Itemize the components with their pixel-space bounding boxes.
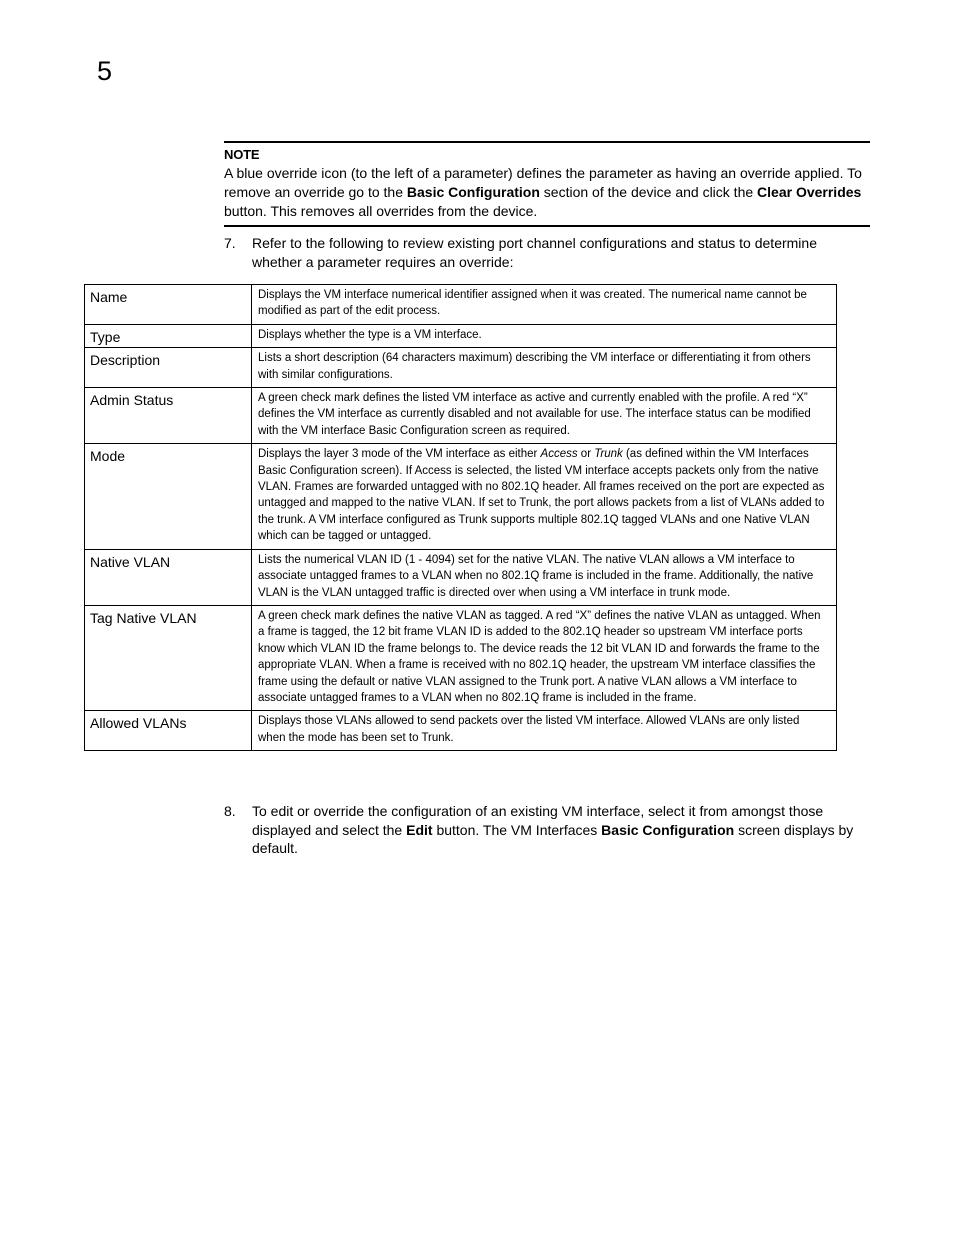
param-name: Admin Status xyxy=(85,388,252,444)
table-row xyxy=(85,549,837,605)
mode-trunk: Trunk xyxy=(594,448,623,461)
param-description: Displays the VM interface numerical identifier assigned when it was created. The numerical name cannot be modified as part of the edit process. xyxy=(252,285,837,325)
note-text-part: section of the device and click the xyxy=(539,184,758,200)
param-name: Description xyxy=(85,348,252,388)
param-description: A green check mark defines the listed VM interface as active and currently enabled with the profile. A red “X” defines the VM interface as currently disabled and not available for use. The interface status can be modified with the VM interface Basic Configuration screen as required. xyxy=(252,388,837,444)
edit-term: Edit xyxy=(406,821,433,838)
param-name: Type xyxy=(85,324,252,347)
param-name: Mode xyxy=(85,444,252,549)
table-row xyxy=(85,711,837,751)
parameter-table xyxy=(84,284,837,751)
step-8 xyxy=(224,802,870,858)
desc-part: or xyxy=(577,448,595,461)
basic-configuration-term: Basic Configuration xyxy=(601,821,735,838)
step-7 xyxy=(224,234,870,271)
chapter-number: 5 xyxy=(97,56,113,86)
param-name: Native VLAN xyxy=(85,549,252,605)
step-text xyxy=(252,802,870,858)
step-text-part: button. The VM Interfaces xyxy=(432,821,602,838)
param-description: A green check mark defines the native VLAN as tagged. A red “X” defines the native VLAN as untagged. When a frame is tagged, the 12 bit frame VLAN ID is added to the 802.1Q header so upstream VM interface ports know which VLAN ID the frame belongs to. The device reads the 12 bit VLAN ID and forwards the frame to the appropriate VLAN. When a frame is received with no 802.1Q header, the upstream VM interface classifies the frame using the default or native VLAN assigned to the Trunk port. A native VLAN allows a VM interface to associate untagged frames to a VLAN when no 802.1Q frame is included in the frame. xyxy=(252,605,837,710)
note-box xyxy=(224,141,870,227)
note-clear-overrides: Clear Overrides xyxy=(757,184,862,200)
table-row xyxy=(85,388,837,444)
param-description: Displays those VLANs allowed to send packets over the listed VM interface. Allowed VLANs are only listed when the mode has been set to Trunk. xyxy=(252,711,837,751)
note-title: NOTE xyxy=(224,147,260,162)
note-basic-configuration: Basic Configuration xyxy=(406,184,540,200)
note-text-part: button. This removes all overrides from the device. xyxy=(224,203,538,219)
note-text-part: A blue override icon (to the left of a parameter) defines the parameter as having an override applied. To remove an override go to the xyxy=(224,165,862,200)
desc-part: (as defined within the VM Interfaces Basic Configuration screen). If Access is selected, the listed VM interface accepts packets only from the native VLAN. Frames are forwarded untagged with no 802.1Q header. All frames received on the port are expected as untagged and mapped to the native VLAN. If set to Trunk, the port allows packets from a list of VLANs added to the trunk. A VM interface configured as Trunk supports multiple 802.1Q tagged VLANs and one Native VLAN which can be tagged or untagged. xyxy=(258,448,825,543)
step-text: Refer to the following to review existing port channel configurations and status to determine whether a parameter requires an override: xyxy=(252,235,817,270)
param-name: Allowed VLANs xyxy=(85,711,252,751)
table-row xyxy=(85,285,837,325)
param-name: Tag Native VLAN xyxy=(85,605,252,710)
param-name: Name xyxy=(85,285,252,325)
table-row xyxy=(85,605,837,710)
note-text xyxy=(224,164,870,221)
table-row xyxy=(85,348,837,388)
mode-access: Access xyxy=(540,448,578,461)
step-text-part: To edit or override the configuration of an existing VM interface, select it from amongst those displayed and select the xyxy=(252,803,824,838)
param-description: Lists the numerical VLAN ID (1 - 4094) set for the native VLAN. The native VLAN allows a VM interface to associate untagged frames to a VLAN when no 802.1Q frame is included in the frame. Additionally, the native VLAN is the VLAN untagged traffic is directed over when using a VM interface in trunk mode. xyxy=(252,549,837,605)
desc-part: Displays the layer 3 mode of the VM interface as either xyxy=(258,448,541,461)
step-number: 7. xyxy=(224,235,236,251)
step-number: 8. xyxy=(224,803,236,819)
table-row xyxy=(85,324,837,347)
param-description xyxy=(252,444,837,549)
param-description: Displays whether the type is a VM interface. xyxy=(252,324,837,347)
param-description: Lists a short description (64 characters maximum) describing the VM interface or differentiating it from others with similar configurations. xyxy=(252,348,837,388)
table-row xyxy=(85,444,837,549)
step-text-part: screen displays by default. xyxy=(252,821,854,856)
